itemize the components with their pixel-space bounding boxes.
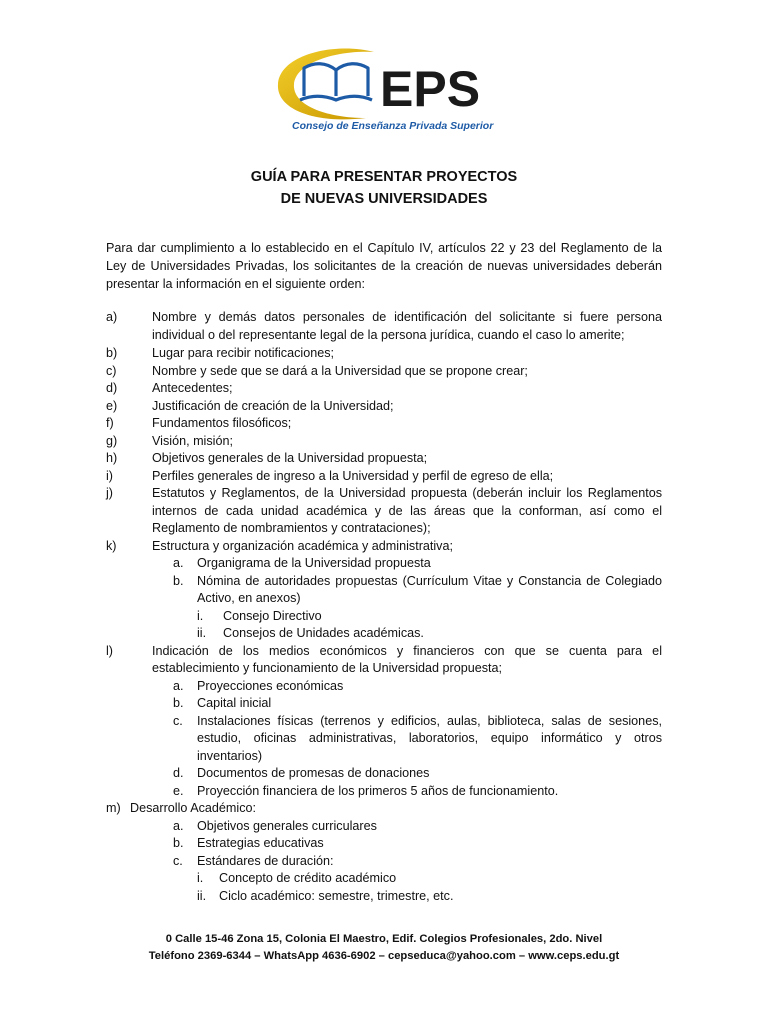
list-marker: l) — [106, 643, 113, 658]
list-item-g — [106, 433, 662, 451]
list-marker: h) — [106, 451, 118, 465]
c-swoosh-shape — [278, 49, 374, 120]
list-marker: a) — [106, 310, 118, 324]
list-marker: j) — [106, 486, 113, 500]
sub-item-text: Documentos de promesas de donaciones — [197, 766, 430, 780]
list-marker: e) — [106, 398, 118, 413]
list-marker: i) — [106, 468, 113, 483]
sub-marker: b. — [173, 573, 184, 588]
sub-item-l-d — [106, 765, 662, 783]
sub-sub-marker: i. — [197, 608, 204, 623]
footer-address: 0 Calle 15-46 Zona 15, Colonia El Maestro, Edif. Colegios Profesionales, 2do. Nivel — [165, 933, 603, 945]
list-item-text: Fundamentos filosóficos; — [152, 416, 292, 430]
sub-item-l-a — [106, 678, 662, 696]
list-item-text: Perfiles generales de ingreso a la Universidad y perfil de egreso de ella; — [152, 468, 554, 483]
sub-sub-item-m-c-i — [106, 870, 662, 888]
requirements-list — [106, 309, 662, 905]
sub-item-m-a — [106, 818, 662, 836]
intro-paragraph: Para dar cumplimiento a lo establecido en el Capítulo IV, artículos 22 y 23 del Reglamento de la Ley de Universidades Privadas, los solicitantes de la creación de nuevas universidades deberán presentar la información en el siguiente orden: — [106, 241, 662, 292]
sub-item-l-c — [106, 713, 662, 766]
list-item-text: Lugar para recibir notificaciones; — [152, 346, 335, 360]
sub-sub-marker: i. — [197, 871, 204, 885]
sub-item-text: Organigrama de la Universidad propuesta — [197, 556, 431, 570]
sub-marker: b. — [173, 836, 184, 850]
open-book-icon — [300, 64, 372, 100]
sub-sub-item-k-b-i — [106, 608, 662, 626]
sub-item-l-e — [106, 783, 662, 801]
list-item-text: Estatutos y Reglamentos, de la Universidad propuesta (deberán incluir los Reglamentos internos de cada unidad académica y de las áreas que la conforman, así como el Reglamento de nombramientos y contrataciones); — [152, 486, 662, 535]
list-item-text: Antecedentes; — [152, 381, 233, 395]
list-item-text: Justificación de creación de la Universidad; — [152, 398, 394, 413]
sub-sub-item-text: Concepto de crédito académico — [219, 871, 397, 885]
sub-marker: c. — [173, 713, 183, 728]
list-marker: c) — [106, 363, 117, 378]
sub-marker: a. — [173, 678, 184, 693]
list-item-b — [106, 345, 662, 363]
title-line-2: DE NUEVAS UNIVERSIDADES — [280, 191, 488, 207]
list-marker: k) — [106, 538, 117, 553]
sub-sub-item-m-c-ii — [106, 888, 662, 906]
list-marker: f) — [106, 416, 114, 430]
sub-marker: b. — [173, 696, 184, 710]
list-item-i — [106, 468, 662, 486]
list-item-text: Desarrollo Académico: — [130, 801, 256, 815]
list-item-m — [106, 800, 662, 818]
sub-sub-marker: ii. — [197, 626, 207, 640]
sub-item-text: Proyección financiera de los primeros 5 años de funcionamiento. — [197, 783, 559, 798]
sub-item-text: Nómina de autoridades propuestas (Currículum Vitae y Constancia de Colegiado Activo, en anexos) — [197, 573, 662, 605]
sub-item-text: Estrategias educativas — [197, 836, 324, 850]
sub-item-k-a — [106, 555, 662, 573]
sub-item-text: Objetivos generales curriculares — [197, 818, 377, 833]
logo-subtitle: Consejo de Enseñanza Privada Superior — [292, 120, 494, 132]
sub-sub-item-k-b-ii — [106, 625, 662, 643]
list-item-a — [106, 309, 662, 344]
list-item-l — [106, 643, 662, 678]
list-item-e — [106, 398, 662, 416]
sub-item-k-b — [106, 573, 662, 608]
sub-marker: c. — [173, 853, 183, 868]
list-item-c — [106, 363, 662, 381]
list-item-d — [106, 380, 662, 398]
sub-sub-item-text: Consejos de Unidades académicas. — [223, 626, 424, 640]
sub-item-text: Capital inicial — [197, 696, 272, 710]
list-item-f — [106, 415, 662, 433]
list-item-text: Estructura y organización académica y administrativa; — [152, 538, 453, 553]
list-item-j — [106, 485, 662, 538]
list-item-text: Objetivos generales de la Universidad propuesta; — [152, 451, 428, 465]
sub-item-m-b — [106, 835, 662, 853]
sub-sub-item-text: Ciclo académico: semestre, trimestre, etc. — [219, 888, 454, 903]
sub-sub-item-text: Consejo Directivo — [223, 608, 322, 623]
sub-marker: a. — [173, 556, 184, 570]
list-item-k — [106, 538, 662, 556]
list-marker: d) — [106, 381, 118, 395]
list-item-text: Nombre y demás datos personales de identificación del solicitante si fuere persona individual o del representante legal de la persona jurídica, cuando el caso lo amerite; — [152, 310, 662, 342]
sub-sub-marker: ii. — [197, 888, 207, 903]
list-marker: b) — [106, 346, 118, 360]
sub-item-m-c — [106, 853, 662, 871]
list-marker: m) — [106, 801, 121, 815]
sub-item-text: Proyecciones económicas — [197, 678, 344, 693]
document-title — [0, 166, 768, 210]
sub-item-l-b — [106, 695, 662, 713]
title-line-1: GUÍA PARA PRESENTAR PROYECTOS — [250, 169, 518, 185]
list-marker: g) — [106, 433, 118, 448]
sub-marker: e. — [173, 783, 184, 798]
page-footer — [0, 931, 768, 965]
logo-text: EPS — [380, 61, 481, 117]
list-item-h — [106, 450, 662, 468]
list-item-text: Nombre y sede que se dará a la Universidad que se propone crear; — [152, 363, 528, 378]
list-item-text: Visión, misión; — [152, 433, 233, 448]
sub-item-text: Instalaciones físicas (terrenos y edificios, aulas, biblioteca, salas de sesiones, estudio, oficinas administrativas, laboratorios, equipo informático y otros inventarios) — [197, 713, 662, 763]
footer-contact: Teléfono 2369-6344 – WhatsApp 4636-6902 – cepseduca@yahoo.com – www.ceps.edu.gt — [148, 950, 620, 962]
sub-item-text: Estándares de duración: — [197, 853, 334, 868]
sub-marker: a. — [173, 818, 184, 833]
list-item-text: Indicación de los medios económicos y financieros con que se cuenta para el establecimiento y funcionamiento de la Universidad propuesta; — [152, 643, 662, 675]
sub-marker: d. — [173, 766, 184, 780]
